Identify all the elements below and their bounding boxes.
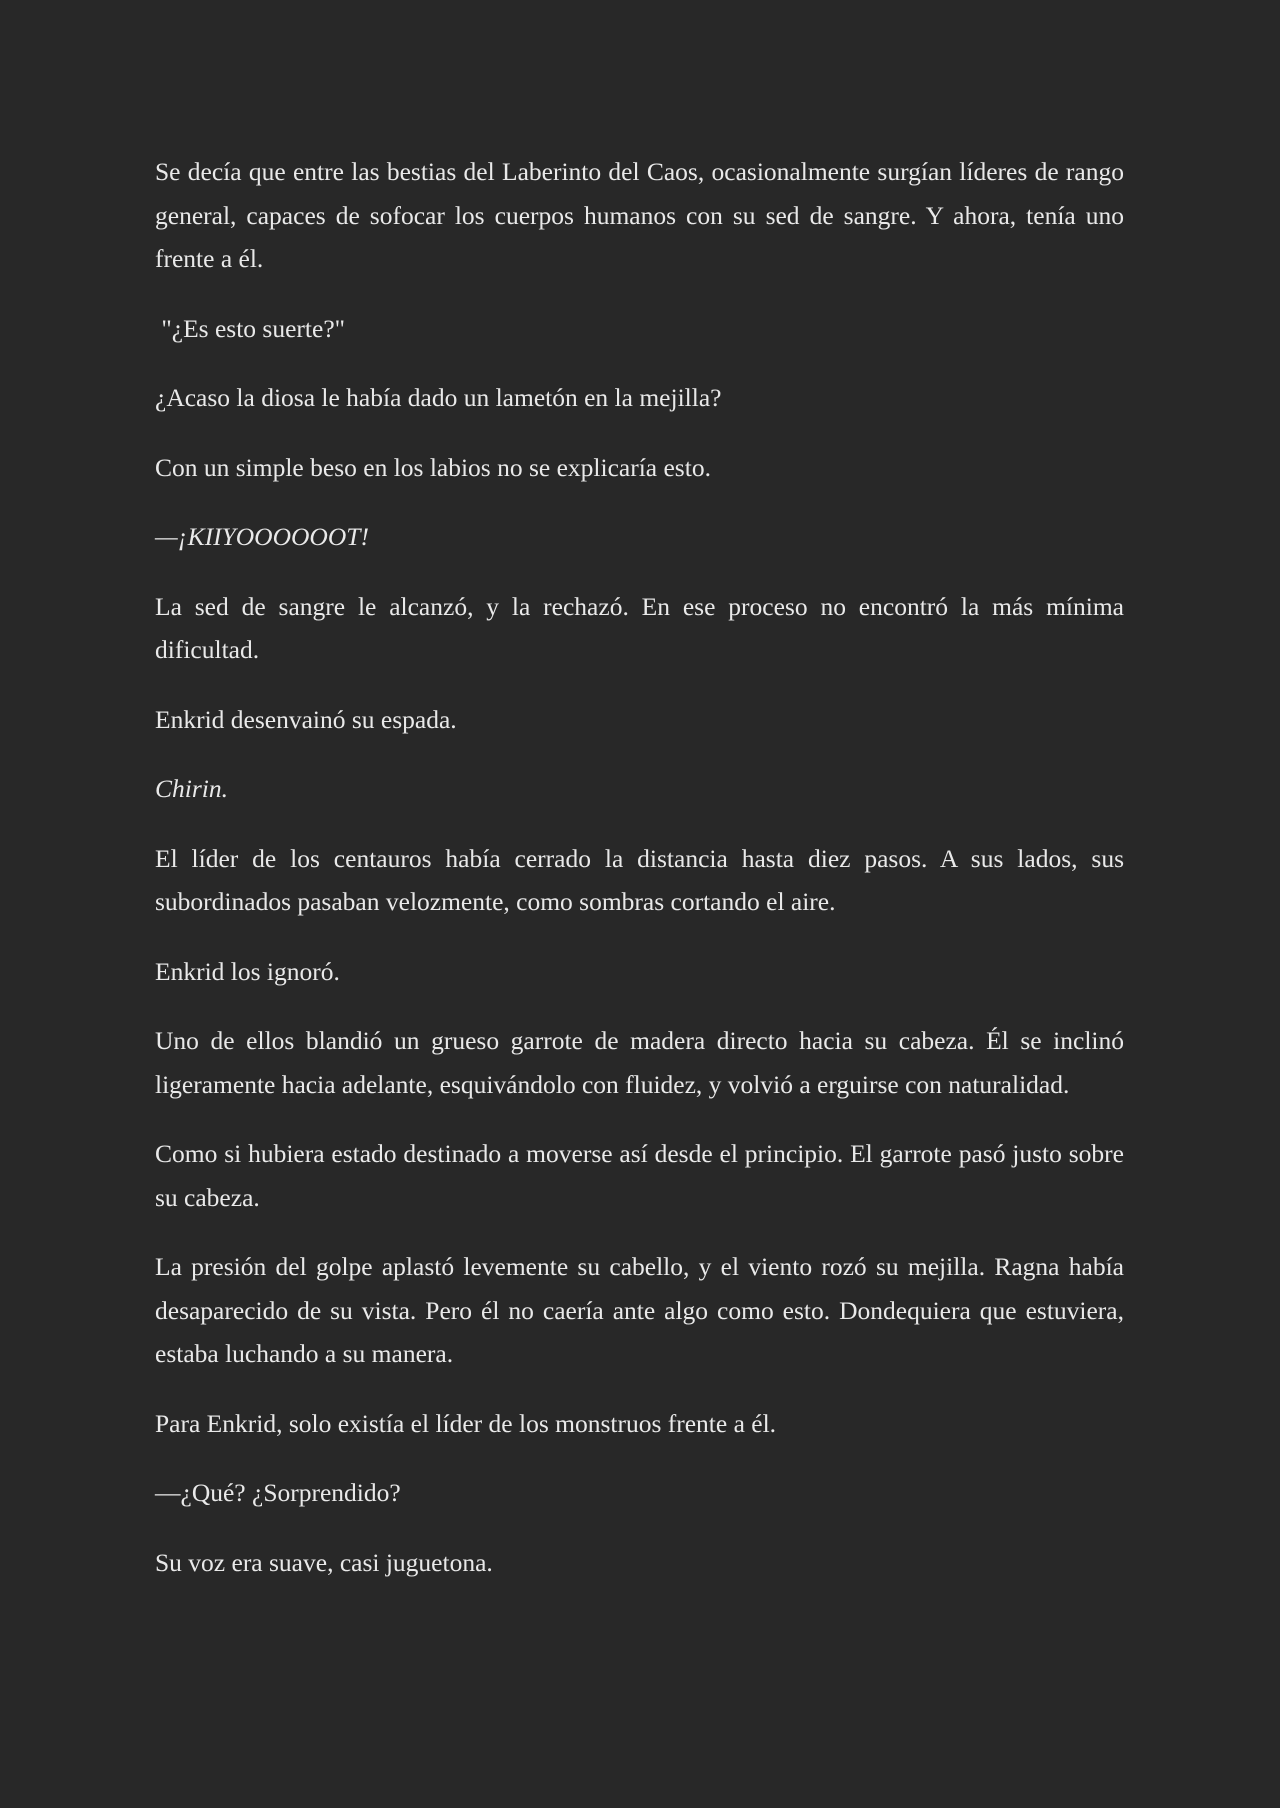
paragraph-5-shout: —¡KIIYOOOOOOT! — [155, 522, 369, 551]
paragraph-9: El líder de los centauros había cerrado la distancia hasta diez pasos. A sus lados, sus subordinados pasaban velozmente, como sombras cortando el aire. — [155, 843, 1131, 916]
paragraph-13: La presión del golpe aplastó levemente su cabello, y el viento rozó su mejilla. Ragna había desaparecido de su vista. Pero él no caería ante algo como esto. Dondequiera que estuviera, estaba luchando a su manera. — [155, 1252, 1131, 1368]
paragraph-8-sound: Chirin. — [155, 774, 228, 803]
paragraph-1: Se decía que entre las bestias del Laberinto del Caos, ocasionalmente surgían líderes de rango general, capaces de sofocar los cuerpos humanos con su sed de sangre. Y ahora, tenía uno frente a él. — [155, 157, 1131, 273]
paragraph-3: ¿Acaso la diosa le había dado un lametón en la mejilla? — [155, 383, 722, 412]
paragraph-14: Para Enkrid, solo existía el líder de los monstruos frente a él. — [155, 1408, 777, 1438]
paragraph-15-dialogue: —¿Qué? ¿Sorprendido? — [155, 1478, 401, 1507]
document-page — [155, 150, 1131, 1610]
paragraph-11: Uno de ellos blandió un grueso garrote de madera directo hacia su cabeza. Él se inclinó ligeramente hacia adelante, esquivándolo con fluidez, y volvió a erguirse con naturalidad. — [155, 1026, 1131, 1099]
paragraph-6: La sed de sangre le alcanzó, y la rechazó. En ese proceso no encontró la más mínima dificultad. — [155, 591, 1131, 664]
paragraph-12: Como si hubiera estado destinado a moverse así desde el principio. El garrote pasó justo sobre su cabeza. — [155, 1139, 1131, 1212]
paragraph-16: Su voz era suave, casi juguetona. — [155, 1547, 493, 1577]
paragraph-4: Con un simple beso en los labios no se explicaría esto. — [155, 452, 711, 482]
paragraph-2-dialogue: "¿Es esto suerte?" — [155, 313, 346, 343]
paragraph-10: Enkrid los ignoró. — [155, 956, 340, 986]
paragraph-7: Enkrid desenvainó su espada. — [155, 704, 457, 734]
